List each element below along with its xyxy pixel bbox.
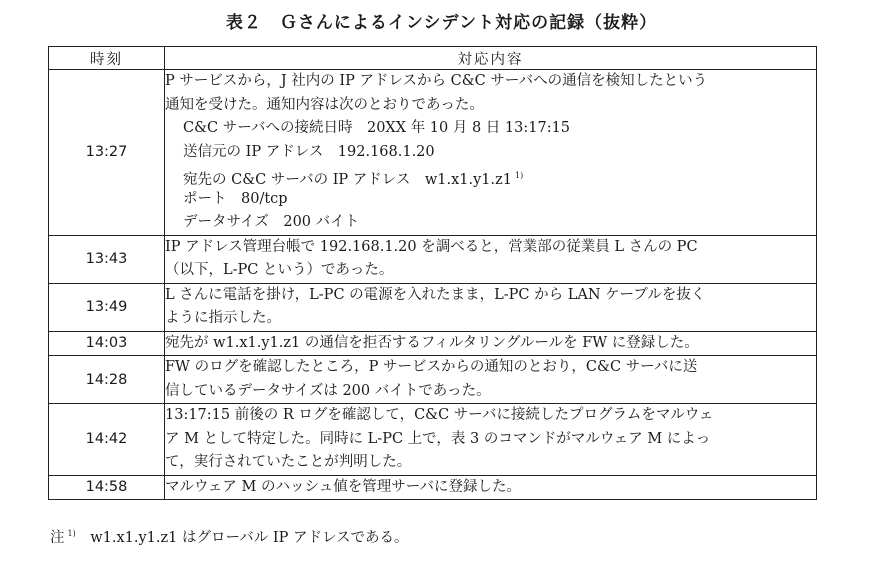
row-time: 13:49 xyxy=(49,283,165,331)
row-content xyxy=(165,235,817,283)
row-time: 14:03 xyxy=(49,331,165,356)
footnote xyxy=(50,526,409,547)
header-content: 対応内容 xyxy=(165,47,817,70)
row-content xyxy=(165,356,817,404)
incident-log-table xyxy=(48,46,817,500)
content-line: IP アドレス管理台帳で 192.168.1.20 を調べると，営業部の従業員 L さんの PC xyxy=(165,238,698,255)
detail-value: w1.x1.y1.z1 xyxy=(424,172,513,188)
detail-value: 200 バイト xyxy=(283,214,360,230)
detail-value: 192.168.1.20 xyxy=(337,143,435,160)
table-row xyxy=(49,331,817,356)
row-content xyxy=(165,70,817,236)
table-header-row xyxy=(49,47,817,70)
content-line: P サービスから，J 社内の IP アドレスから C&C サーバへの通信を検知したという xyxy=(165,73,708,89)
content-line: マルウェア M のハッシュ値を管理サーバに登録した。 xyxy=(165,478,521,495)
row-content xyxy=(165,331,817,356)
content-line: ように指示した。 xyxy=(165,310,281,326)
detail-line xyxy=(165,164,816,188)
content-line: 13:17:15 前後の R ログを確認して，C&C サーバに接続したプログラムをマルウェ xyxy=(165,407,714,423)
detail-label: C&C サーバへの接続日時 xyxy=(183,120,353,136)
row-time: 13:43 xyxy=(49,235,165,283)
table-row xyxy=(49,283,817,331)
row-content xyxy=(165,404,817,476)
detail-label: データサイズ xyxy=(183,214,269,230)
content-line: て，実行されていたことが判明した。 xyxy=(165,454,412,470)
detail-line xyxy=(165,117,816,141)
detail-label: 送信元の IP アドレス xyxy=(183,143,324,160)
footnote-prefix: 注 xyxy=(50,530,65,546)
detail-label: ポート xyxy=(183,190,227,207)
detail-line xyxy=(165,211,816,235)
row-content xyxy=(165,475,817,500)
table-row xyxy=(49,356,817,404)
footnote-marker: 1) xyxy=(515,171,524,180)
table-caption: 表２ Ｇさんによるインシデント対応の記録（抜粋） xyxy=(225,13,658,33)
content-line: ア M として特定した。同時に L-PC 上で，表 3 のコマンドがマルウェア M によっ xyxy=(165,430,711,447)
header-time: 時刻 xyxy=(49,47,165,70)
content-line: 宛先が w1.x1.y1.z1 の通信を拒否するフィルタリングルールを FW に登録した。 xyxy=(165,334,699,351)
row-time: 14:58 xyxy=(49,475,165,500)
row-content xyxy=(165,283,817,331)
detail-value: 80/tcp xyxy=(241,190,288,207)
table-row xyxy=(49,235,817,283)
content-line: 信しているデータサイズは 200 バイトであった。 xyxy=(165,382,491,399)
detail-line xyxy=(165,188,816,212)
row-time: 14:42 xyxy=(49,404,165,476)
detail-label: 宛先の C&C サーバの IP アドレス xyxy=(183,172,411,188)
detail-value: 20XX 年 10 月 8 日 13:17:15 xyxy=(366,120,571,136)
content-line: L さんに電話を掛け，L-PC の電源を入れたまま，L-PC から LAN ケーブルを抜く xyxy=(165,286,706,303)
footnote-text: w1.x1.y1.z1 はグローバル IP アドレスである。 xyxy=(90,530,409,546)
detail-line xyxy=(165,141,816,165)
table-row xyxy=(49,475,817,500)
table-row xyxy=(49,404,817,476)
content-line: 通知を受けた。通知内容は次のとおりであった。 xyxy=(165,96,484,113)
footnote-marker: 1) xyxy=(67,529,76,538)
table-row xyxy=(49,70,817,236)
row-time: 13:27 xyxy=(49,70,165,236)
content-line: FW のログを確認したところ，P サービスからの通知のとおり，C&C サーバに送 xyxy=(165,359,698,375)
content-line: （以下，L-PC という）であった。 xyxy=(165,262,394,278)
row-time: 14:28 xyxy=(49,356,165,404)
